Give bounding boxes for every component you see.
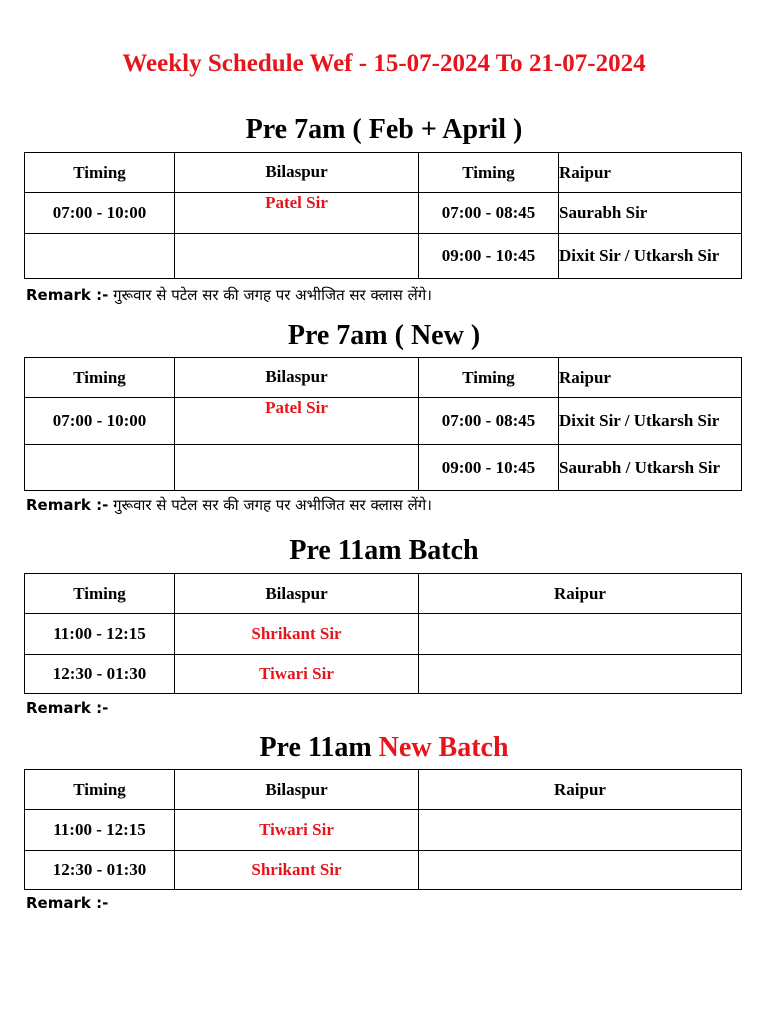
header-timing: Timing	[25, 770, 175, 810]
teacher-cell: Shrikant Sir	[175, 614, 419, 655]
timing-cell	[25, 234, 175, 279]
section-title-accent: New Batch	[378, 732, 509, 763]
remark-line	[26, 699, 108, 717]
teacher-cell: Patel Sir	[175, 193, 419, 234]
header-bilaspur: Bilaspur	[175, 358, 419, 398]
header-timing: Timing	[25, 153, 175, 193]
teacher-cell	[419, 614, 742, 655]
table-row	[25, 193, 742, 234]
timing-cell: 12:30 - 01:30	[25, 655, 175, 694]
table-row	[25, 445, 742, 491]
teacher-cell	[419, 655, 742, 694]
schedule-table-pre-11am-new-batch	[24, 769, 742, 890]
teacher-cell	[419, 851, 742, 890]
schedule-table-pre-7am-new	[24, 357, 742, 491]
schedule-table-pre-11am-batch	[24, 573, 742, 694]
section-title-pre-7am-new: Pre 7am ( New )	[287, 320, 481, 351]
timing-cell: 07:00 - 10:00	[25, 398, 175, 445]
section-title-plain: Pre 11am	[259, 732, 372, 763]
timing-cell: 09:00 - 10:45	[419, 234, 559, 279]
remark-line	[26, 894, 108, 912]
timing-cell: 07:00 - 08:45	[419, 398, 559, 445]
header-bilaspur: Bilaspur	[175, 153, 419, 193]
table-header-row	[25, 770, 742, 810]
table-row	[25, 614, 742, 655]
timing-cell: 07:00 - 08:45	[419, 193, 559, 234]
table-row	[25, 851, 742, 890]
timing-cell: 09:00 - 10:45	[419, 445, 559, 491]
timing-cell	[25, 445, 175, 491]
timing-cell: 11:00 - 12:15	[25, 614, 175, 655]
remark-text: गुरूवार से पटेल सर की जगह पर अभीजित सर क्लास लेंगे।	[113, 496, 432, 514]
remark-label: Remark :-	[26, 699, 109, 717]
table-header-row	[25, 574, 742, 614]
table-row	[25, 810, 742, 851]
header-raipur: Raipur	[419, 574, 742, 614]
teacher-cell: Tiwari Sir	[175, 810, 419, 851]
teacher-cell: Tiwari Sir	[175, 655, 419, 694]
remark-label: Remark :-	[26, 496, 109, 514]
teacher-cell	[175, 445, 419, 491]
table-row	[25, 655, 742, 694]
header-timing: Timing	[25, 574, 175, 614]
remark-text: गुरूवार से पटेल सर की जगह पर अभीजित सर क्लास लेंगे।	[113, 286, 432, 304]
teacher-cell: Saurabh Sir	[559, 193, 742, 234]
schedule-table-pre-7am-feb-april	[24, 152, 742, 279]
document-title: Weekly Schedule Wef - 15-07-2024 To 21-07-2024	[122, 50, 646, 77]
timing-cell: 07:00 - 10:00	[25, 193, 175, 234]
header-bilaspur: Bilaspur	[175, 574, 419, 614]
remark-line	[26, 285, 432, 305]
timing-cell: 11:00 - 12:15	[25, 810, 175, 851]
teacher-cell: Patel Sir	[175, 398, 419, 445]
timing-cell: 12:30 - 01:30	[25, 851, 175, 890]
header-timing: Timing	[419, 153, 559, 193]
teacher-cell: Saurabh / Utkarsh Sir	[559, 445, 742, 491]
table-header-row	[25, 153, 742, 193]
section-title-pre-7am-feb-april: Pre 7am ( Feb + April )	[245, 114, 523, 145]
header-raipur: Raipur	[559, 153, 742, 193]
section-title-pre-11am-new-batch	[0, 732, 768, 764]
teacher-cell: Dixit Sir / Utkarsh Sir	[559, 398, 742, 445]
header-timing: Timing	[25, 358, 175, 398]
section-title-pre-11am-batch: Pre 11am Batch	[289, 535, 479, 566]
header-timing: Timing	[419, 358, 559, 398]
teacher-cell	[175, 234, 419, 279]
teacher-cell: Shrikant Sir	[175, 851, 419, 890]
teacher-cell	[419, 810, 742, 851]
table-row	[25, 234, 742, 279]
remark-label: Remark :-	[26, 286, 109, 304]
remark-label: Remark :-	[26, 894, 109, 912]
table-row	[25, 398, 742, 445]
table-header-row	[25, 358, 742, 398]
header-raipur: Raipur	[559, 358, 742, 398]
teacher-cell: Dixit Sir / Utkarsh Sir	[559, 234, 742, 279]
header-bilaspur: Bilaspur	[175, 770, 419, 810]
header-raipur: Raipur	[419, 770, 742, 810]
remark-line	[26, 495, 432, 515]
